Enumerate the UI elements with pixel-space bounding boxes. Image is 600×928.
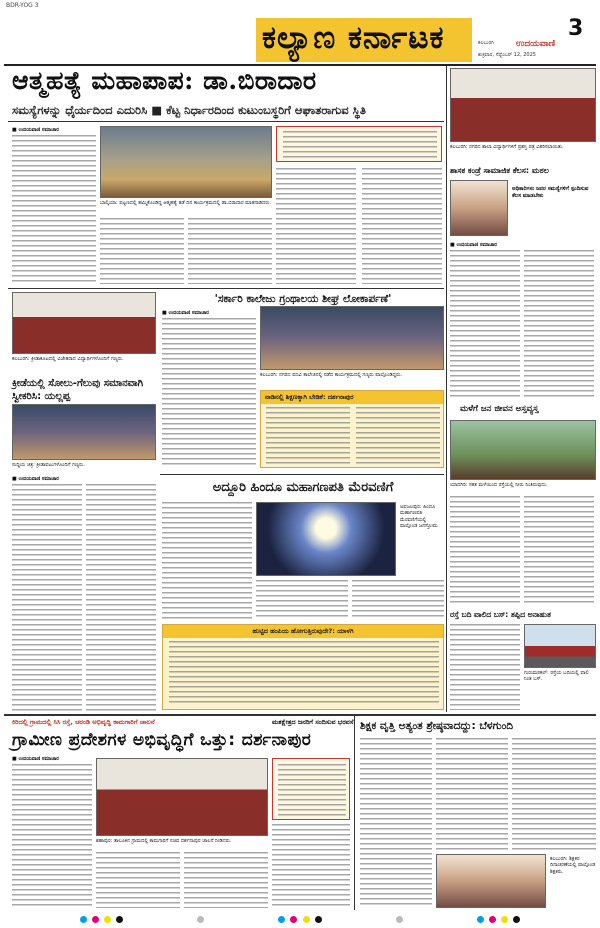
procession-body-col-2	[256, 580, 348, 620]
bottom-body-col-4	[272, 824, 350, 908]
registration-marks	[80, 913, 520, 921]
mla-portrait	[450, 180, 508, 236]
library-byline: ■ ಉದಯವಾಣಿ ಸಮಾಚಾರ	[162, 310, 209, 316]
rains-body-col-1	[450, 496, 520, 606]
library-sidebar-box	[260, 390, 444, 468]
bottom-banner-2: ಮತಕ್ಷೇತ್ರದ ಜನರಿಗೆ ಸಂದಿಸುವ ಭರವಸೆ	[272, 718, 354, 726]
left-byline: ■ ಉದಯವಾಣಿ ಸಮಾಚಾರ	[12, 476, 59, 482]
procession-sidebar-title: ಹುಟ್ಟಿದ ಹಂಪಿಯ ಹೋಗುತ್ತಿರುವುದೇ?: ಯಾಳಗಿ	[163, 625, 443, 638]
sports-headline: ಕ್ರೀಡೆಯಲ್ಲಿ ಸೋಲು-ಗೆಲುವು ಸಮಾನವಾಗಿ ಸ್ವೀಕರಿಸಿ: ಯಲ್ಲಪ್ಪ	[12, 378, 144, 402]
bottom-quote-box	[272, 758, 350, 820]
procession-rule	[160, 474, 444, 475]
bottom-photo-caption: ಶಹಾಪುರ: ತಾಲೂಕಿನ ಗ್ರಾಮದಲ್ಲಿ ಕಾಮಗಾರಿಗೆ ಸಚಿವ ದರ್ಶನಾಪುರ ಚಾಲನೆ ನೀಡಿದರು.	[96, 838, 232, 844]
mla-body-col-1	[450, 250, 520, 400]
lead-body-col-3	[188, 218, 272, 284]
teacher-body-col-3	[512, 738, 596, 850]
bus-photo	[524, 624, 596, 668]
rains-photo	[450, 420, 596, 480]
page-number: 3	[568, 16, 584, 41]
bottom-body-col-1	[12, 764, 92, 908]
procession-body-col-3	[352, 580, 444, 620]
bus-body	[450, 624, 520, 710]
left-body-col-2	[86, 484, 156, 716]
library-photo-caption: ಕಲಬುರಗಿ: ನಗರದ ಪದವಿ ಕಾಲೇಜಿನಲ್ಲಿ ನಡೆದ ಕಾರ್ಯಕ್ರಮದಲ್ಲಿ ಗಣ್ಯರು ಪಾಲ್ಗೊಂಡಿದ್ದರು.	[260, 372, 403, 378]
bottom-headline: ಗ್ರಾಮೀಣ ಪ್ರದೇಶಗಳ ಅಭಿವೃದ್ಧಿಗೆ ಒತ್ತು: ದರ್ಶನಾಪುರ	[12, 730, 312, 750]
bottom-body-col-2	[96, 852, 180, 908]
rains-body-col-2	[524, 496, 594, 606]
library-headline: 'ಸರ್ಕಾರಿ ಕಾಲೇಜು ಗ್ರಂಥಾಲಯ ಶೀಘ್ರ ಲೋಕಾರ್ಪಣೆ'	[214, 293, 392, 305]
right-column-divider	[446, 66, 447, 712]
page-code: BDR-YOG 3	[6, 2, 39, 9]
teacher-photo	[436, 854, 546, 908]
library-photo	[260, 306, 444, 370]
bus-headline: ರಸ್ತೆ ಬದಿ ವಾಲಿದ ಬಸ್: ತಪ್ಪಿದ ಅನಾಹುತ	[450, 610, 551, 619]
mid-rule	[8, 288, 444, 289]
lead-body-col-5	[362, 168, 442, 284]
section-masthead: ಕಲ್ಯಾಣ ಕರ್ನಾಟಕ	[262, 20, 445, 56]
lead-subhead: ಸಮಸ್ಯೆಗಳನ್ನು ಧೈರ್ಯದಿಂದ ಎದುರಿಸಿ ■ ಕೆಟ್ಟ ನಿರ್ಧಾರದಿಂದ ಕುಟುಂಬಸ್ಥರಿಗೆ ಆಘಾತರಾಗುವ ಸ್ಥಿತಿ	[12, 103, 367, 117]
lead-headline: ಆತ್ಮಹತ್ಯೆ ಮಹಾಪಾಪ: ಡಾ.ಬಿರಾದಾರ	[12, 66, 317, 95]
bottom-banner: ಕಿರಿದಲ್ಲಿ ಗ್ರಾಮದಲ್ಲಿ ಸಿಸಿ ರಸ್ತೆ, ಚರಂಡಿ ಅಭಿವೃದ್ಧಿ ಕಾಮಗಾರಿಗೆ ಚಾಲನೆ	[12, 718, 155, 726]
lead-byline: ■ ಉದಯವಾಣಿ ಸಮಾಚಾರ	[12, 127, 59, 133]
mla-quote: ಅಧಿಕಾರಿಗಳು ಜನರ ಸಮಸ್ಯೆಗಳಿಗೆ ಸ್ಪಂದಿಸುವ ಕೆಲಸ ಮಾಡಬೇಕು	[512, 186, 589, 199]
award-photo-caption: ಕಲಬುರಗಿ: ನಗರದ ಶಾಲಾ ವಿದ್ಯಾರ್ಥಿಗಳಿಗೆ ಪ್ರಶಸ್ತಿ ಪತ್ರ ವಿತರಿಸಲಾಯಿತು.	[450, 144, 564, 150]
bus-photo-caption: ಗುರುಮಠಕಲ್: ರಸ್ತೆಯ ಬದಿಯಲ್ಲಿ ವಾಲಿ ನಿಂತ ಬಸ್.	[524, 670, 589, 683]
teacher-photo-caption: ಕಲಬುರಗಿ: ಶಿಕ್ಷಕರ ದಿನಾಚರಣೆಯಲ್ಲಿ ಪಾಲ್ಗೊಂಡ ಶಿಕ್ಷಕರು.	[550, 856, 596, 875]
lead-body-col-2	[100, 218, 184, 284]
library-body-col-1	[162, 318, 256, 468]
procession-photo-caption: ಅಫಜಲಪುರ: ಹಿಂದೂ ಮಹಾಗಣಪತಿ ಮೆರವಣಿಗೆಯಲ್ಲಿ ಪಾಲ್ಗೊಂಡ ಜನಸ್ತೋಮ	[400, 504, 438, 529]
bottom-rule	[4, 714, 596, 716]
procession-sidebar-box	[162, 624, 444, 710]
rains-headline: ಮಳೆಗೆ ಜನ ಜೀವನ ಅಸ್ತವ್ಯಸ್ತ	[460, 404, 539, 414]
mla-byline: ■ ಉದಯವಾಣಿ ಸಮಾಚಾರ	[450, 242, 497, 248]
bottom-photo	[96, 758, 268, 836]
teacher-body-col-1	[360, 738, 432, 908]
bottom-byline: ■ ಉದಯವಾಣಿ ಸಮಾಚಾರ	[12, 756, 59, 762]
bottom-right-divider	[354, 716, 355, 910]
sports-photo-2-caption: ಸುದ್ದಿಯ ಚಿತ್ರ: ಕ್ರೀಡಾಪಟುಗಳೊಂದಿಗೆ ಗಣ್ಯರು.	[12, 462, 85, 468]
edition-label: ಕಲಬುರಗಿ	[478, 40, 494, 46]
teacher-headline: ಶಿಕ್ಷಕ ವೃತ್ತಿ ಅತ್ಯಂತ ಶ್ರೇಷ್ಠವಾದದ್ದು: ಬೆಳಗುಂದಿ	[360, 720, 514, 732]
lead-photo-caption: ಬಾಲ್ಕಿಯಾ: ಪಟ್ಟಣದಲ್ಲಿ ಹಮ್ಮಿಕೊಂಡಿದ್ದ ಆತ್ಮಹತ್ಯೆ ತಡೆ ದಿನ ಕಾರ್ಯಕ್ರಮದಲ್ಲಿ ಡಾ.ಬಿರಾದಾರ ಮಾತನಾಡಿದರು.	[100, 200, 272, 206]
lead-quote-box	[276, 126, 442, 162]
mla-body-col-2	[524, 250, 594, 400]
rains-photo-caption: ಯಾದಗಿರಿ: ಸತತ ಮಳೆಯಿಂದ ರಸ್ತೆಯಲ್ಲಿ ನೀರು ನಿಂತಿರುವುದು.	[450, 482, 548, 488]
lead-photo	[100, 126, 272, 198]
sports-photo-1	[12, 292, 156, 354]
procession-photo	[256, 502, 396, 576]
sports-photo-2	[12, 404, 156, 460]
lead-body-col-1	[12, 135, 96, 285]
lead-rule	[8, 121, 444, 122]
library-sidebar-title: ನಾಡಿನಲ್ಲಿ ಶಿಕ್ಷಣಕ್ಕಾಗಿ ಬೇಡಿಕೆ: ದರ್ಶನಾಪುರ	[261, 391, 443, 404]
sports-photo-caption: ಕಲಬುರಗಿ: ಕ್ರೀಡಾಕೂಟದಲ್ಲಿ ವಿಜೇತರಾದ ವಿದ್ಯಾರ್ಥಿಗಳೊಂದಿಗೆ ಗಣ್ಯರು.	[12, 356, 124, 362]
lead-body-col-4	[276, 168, 356, 284]
award-photo	[450, 68, 596, 142]
left-body-col-1	[12, 484, 82, 716]
teacher-body-col-2	[436, 738, 508, 850]
procession-body-col-1	[162, 502, 252, 620]
mla-headline: ಶಾಸಕ ಕಂಡ್ರೆ ಸಾಮಾಜಿಕ ಕೆಲಸ: ಮಠಲ	[450, 166, 549, 175]
procession-headline: ಅದ್ದೂರಿ ಹಿಂದೂ ಮಹಾಗಣಪತಿ ಮೆರವಣಿಗೆ	[212, 480, 394, 495]
dateline: ಶುಕ್ರವಾರ, ಸೆಪ್ಟೆಂಬರ್ 12, 2025	[478, 52, 536, 58]
brand-logo: ಉದಯವಾಣಿ	[516, 39, 556, 49]
bottom-body-col-3	[184, 852, 268, 908]
